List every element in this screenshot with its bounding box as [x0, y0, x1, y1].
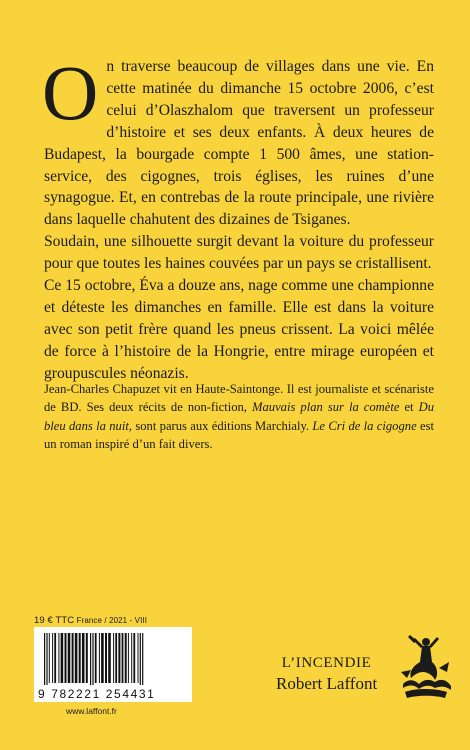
barcode-bar — [58, 633, 59, 683]
barcode-bar — [108, 633, 111, 683]
barcode-bar — [44, 633, 45, 685]
barcode-bar — [113, 633, 114, 683]
barcode-bar — [86, 633, 88, 683]
barcode-bar — [61, 633, 64, 683]
drop-cap: O — [42, 49, 99, 136]
imprint-block — [276, 655, 377, 694]
publisher-url: www.laffont.fr — [66, 706, 117, 716]
barcode-bar — [115, 633, 117, 683]
isbn-digits: 9 782221 254431 — [38, 687, 156, 701]
barcode-bar — [95, 633, 97, 683]
barcode-bar — [101, 633, 104, 683]
barcode-bar — [131, 633, 132, 683]
publisher-name: Robert Laffont — [276, 674, 378, 693]
barcode-bar — [133, 633, 135, 683]
barcode-bar — [140, 633, 141, 685]
barcode-bar — [75, 633, 78, 683]
back-cover-blurb — [42, 49, 434, 385]
barcode-bar — [82, 633, 85, 683]
triton-emblem-icon — [395, 632, 455, 702]
barcode-bar — [52, 633, 53, 683]
author-bio: Jean-Charles Chapuzet vit en Haute-Saintonge. Il est journaliste et scénariste de BD. Ses deux récits de non-fiction, Mauvais plan sur la comète et Du bleu dans la nuit, sont parus aux éditions Marchialy. Le Cri de la cigogne est un roman inspiré d’un fait divers. — [44, 382, 434, 452]
barcode-bar — [46, 633, 47, 685]
barcode-bar — [72, 633, 74, 683]
barcode-bar — [49, 633, 50, 683]
barcode-bar — [65, 633, 67, 683]
barcode-bar — [125, 633, 127, 683]
blurb-paragraph-3: Ce 15 octobre, Éva a douze ans, nage comme une championne et déteste les dimanches en famille. Elle est dans la voiture avec son petit frère quand les pneus crissent. La voici mêlée de force à l’histoire de la Hongrie, entre mirage européen et groupuscules néonazis. — [44, 277, 434, 382]
blurb-paragraph-2: Soudain, une silhouette surgit devant la voiture du professeur pour que toutes les haines couvées par un pays se cristallisent. — [44, 233, 434, 273]
barcode-box — [34, 627, 192, 702]
book-title-2: Du bleu dans la nuit — [44, 400, 434, 433]
book-title-3: Le Cri de la cigogne — [312, 418, 417, 433]
barcode-bar — [142, 633, 143, 685]
price-line — [34, 615, 147, 626]
book-title-1: Mauvais plan sur la comète — [252, 400, 400, 415]
barcode-bar — [138, 633, 139, 683]
barcode-bar — [128, 633, 129, 683]
price-info: France / 2021 - VIII — [76, 616, 148, 625]
barcode-bar — [92, 633, 93, 685]
ean13-barcode-icon — [40, 633, 186, 685]
barcode-bar — [99, 633, 100, 683]
barcode-bar — [90, 633, 91, 685]
barcode-bar — [68, 633, 71, 683]
blurb-paragraph-1: n traverse beaucoup de villages dans une vie. En cette matinée du dimanche 15 octobre 2006, c’est celui d’Olaszhalom que traversent un professeur d’histoire et ses deux enfants. À deux heures de Budapest, la bourgade compte 1 500 âmes, une station-service, des cigognes, trois églises, les ruines d’une synagogue. Et, en contrebas de la route principale, une rivière dans laquelle chahutent des dizaines de Tsiganes. — [44, 58, 434, 229]
barcode-bar — [122, 633, 124, 683]
price-amount: 19 € TTC — [34, 615, 75, 626]
barcode-bar — [54, 633, 56, 683]
barcode-bar — [118, 633, 120, 683]
series-name: L’INCENDIE — [281, 655, 372, 671]
barcode-bar — [105, 633, 107, 683]
barcode-bar — [79, 633, 81, 683]
